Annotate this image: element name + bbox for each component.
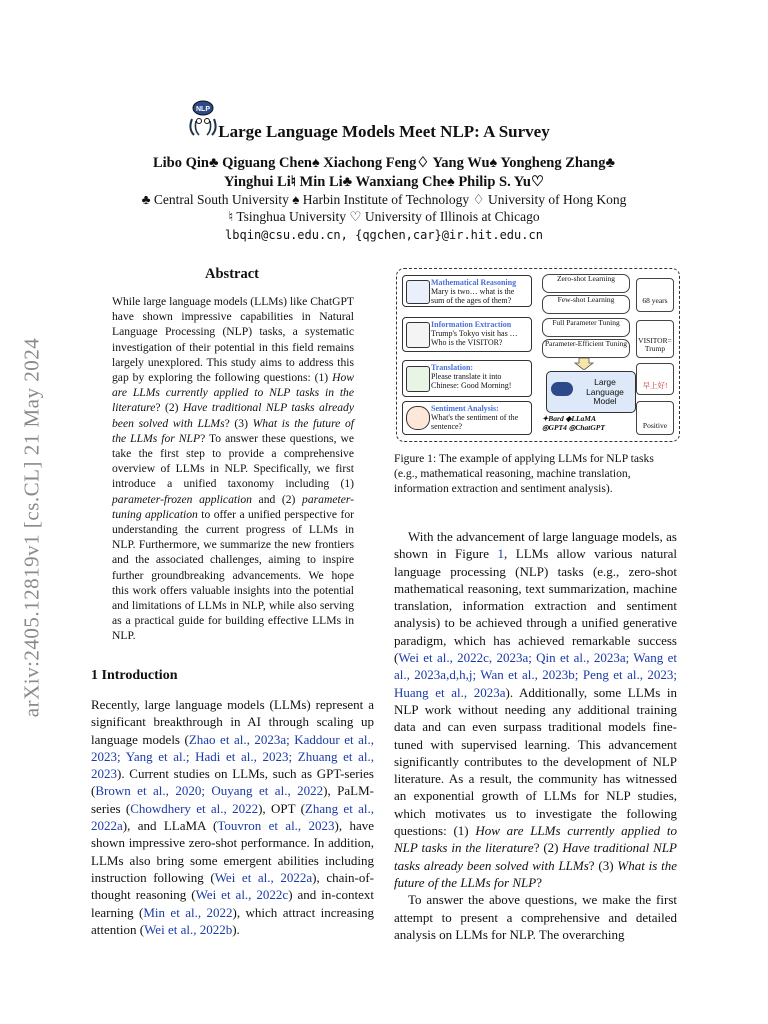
emoji-icon — [406, 406, 430, 430]
affiliations-line-2: ♮ Tsinghua University ♡ University of Illinois at Chicago — [228, 209, 540, 224]
section-heading-introduction: 1 Introduction — [91, 668, 178, 683]
citation-link[interactable]: Touvron et al., 2023 — [217, 818, 335, 834]
llama-icon: ◆ — [565, 414, 572, 423]
translate-icon — [406, 366, 430, 392]
task-prompt: Mary is two… what is the sum of the ages of them? — [431, 287, 515, 305]
author-emails: lbqin@csu.edu.cn, {qgchen,car}@ir.hit.edu.cn — [225, 228, 543, 242]
citation-link[interactable]: Zhao et al., 2023a; Kaddour et al., 2023; Yang et al.; Hadi et al., 2023; Zhuang et al., 2023 — [91, 731, 374, 782]
task-title: Mathematical Reasoning — [431, 278, 517, 287]
authors-line-1: Libo Qin♣ Qiguang Chen♠ Xiachong Feng♢ Yang Wu♠ Yongheng Zhang♣ — [152, 155, 616, 171]
bard-icon: ✦ — [542, 414, 549, 423]
gpt4-icon: ◎ — [542, 423, 549, 432]
task-box-sentiment — [402, 401, 532, 435]
task-prompt: Trump's Tokyo visit has … Who is the VISITOR? — [431, 329, 518, 347]
task-title: Information Extraction — [431, 320, 512, 329]
citation-link[interactable]: Wei et al., 2022c — [195, 887, 289, 903]
intro-paragraph-right: With the advancement of large language models, as shown in Figure 1, LLMs allow various natural language processing (NLP) tasks (e.g., zero-shot mathematical reasoning, text summarization, machine translation, information extraction and sentiment analysis) to be achieved through a unified generative paradigm, which has achieved remarkable success (Wei et al., 2022c, 2023a; Qin et al., 2023a; Wang et al., 2023a,d,h,j; Wan et al., 2023b; Peng et al., 2023; Huang et al., 2023a). Additionally, some LLMs in NLP work without needing any additional training data and can even surpass traditional models fine-tuned with supervised learning. This advancement significantly contributes to the development of NLP literature. As a result, the community has witnessed an exponential growth of LLMs for NLP studies, which motivates us to investigate the following questions: (1) How are LLMs currently applied to NLP tasks in the literature? (2) Have traditional NLP tasks already been solved with LLMs? (3) What is the future of the LLMs for NLP? To answer the above questions, we make the first attempt to present a comprehensive and detailed analysis on LLMs for NLP. The overarching — [394, 529, 677, 942]
chatgpt-icon: ◎ — [568, 423, 576, 432]
task-prompt: Please translate it into Chinese: Good Morning! — [431, 372, 512, 390]
citation-link[interactable]: Wei et al., 2022b — [144, 921, 233, 937]
arrow-down-icon — [574, 358, 594, 370]
intro-paragraph-left: Recently, large language models (LLMs) represent a significant breakthrough in AI through scaling up language models (Zhao et al., 2023a; Kaddour et al., 2023; Yang et al.; Hadi et al., 2023; Zhuang et al., 2023). Current studies on LLMs, such as GPT-series (Brown et al., 2020; Ouyang et al., 2022), PaLM-series (Chowdhery et al., 2022), OPT (Zhang et al., 2022a), and LLaMA (Touvron et al., 2023), have shown impressive zero-shot performance. In addition, LLMs also bring some emergent abilities including instruction following (Wei et al., 2022a), chain-of-thought reasoning (Wei et al., 2022c) and in-context learning (Min et al., 2022), which attract increasing attention (Wei et al., 2022b). — [91, 697, 375, 937]
affiliations-line-1: ♣ Central South University ♠ Harbin Institute of Technology ♢ University of Hong Kong — [141, 192, 627, 207]
document-icon — [406, 322, 430, 348]
llm-label: Large Language Model — [586, 377, 624, 406]
method-full-tuning: Full Parameter Tuning — [542, 318, 630, 337]
authors-line-2: Yinghui Li♮ Min Li♣ Wanxiang Che♠ Philip S. Yu♡ — [223, 174, 544, 190]
method-few-shot: Few-shot Learning — [542, 295, 630, 314]
figure-1 — [396, 268, 680, 443]
abstract-heading: Abstract — [205, 266, 259, 282]
abstract-body: While large language models (LLMs) like ChatGPT have shown impressive capabilities in Natural Language Processing (NLP) tasks, a systematic investigation of their potential in this field remains largely unexplored. This study aims to address this gap by exploring the following questions: (1) How are LLMs currently applied to NLP tasks in the literature? (2) Have traditional NLP tasks already been solved with LLMs? (3) What is the future of the LLMs for NLP? To answer these questions, we take the first step to provide a comprehensive overview of LLMs in NLP. Specifically, we first introduce a unified taxonomy including (1) parameter-frozen application and (2) parameter-tuning application to offer a unified perspective for understanding the current progress of LLMs in NLP. Furthermore, we summarize the new frontiers and the associated challenges, aiming to inspire further groundbreaking advancements. We hope this work offers valuable insights into the potential and limitations of LLMs in NLP, while also serving as a practical guide for building effective LLMs in NLP. — [112, 295, 354, 643]
arxiv-identifier: arXiv:2405.12819v1 [cs.CL] 21 May 2024 — [19, 337, 44, 718]
task-box-translation — [402, 360, 532, 397]
citation-link[interactable]: Wei et al., 2022a — [214, 869, 313, 885]
output-math: 68 years — [636, 278, 674, 312]
method-zero-shot: Zero-shot Learning — [542, 274, 630, 293]
paper-title: Large Language Models Meet NLP: A Survey — [218, 122, 550, 141]
logo-text: NLP — [196, 106, 210, 113]
math-icon — [406, 280, 430, 304]
citation-link[interactable]: Wei et al., 2022c, 2023a; Qin et al., 2023a; Wang et al., 2023a,d,h,j; Wan et al., 2023b; Peng et al., 2023; Huang et al., 2023a — [394, 650, 677, 700]
llm-box — [546, 371, 636, 413]
citation-link[interactable]: Min et al., 2022 — [143, 904, 233, 920]
figure-reference-link[interactable]: 1 — [497, 546, 504, 562]
output-sentiment: Positive — [636, 401, 674, 435]
task-box-ie — [402, 317, 532, 352]
citation-link[interactable]: Chowdhery et al., 2022 — [130, 800, 259, 816]
task-prompt: What's the sentiment of the sentence? — [431, 413, 519, 431]
citation-link[interactable]: Brown et al., 2020; Ouyang et al., 2022 — [95, 783, 324, 799]
citation-link[interactable]: Zhang et al., 2022a — [91, 800, 375, 834]
figure-1-caption: Figure 1: The example of applying LLMs for NLP tasks (e.g., mathematical reasoning, machine translation, information extraction and sentiment analysis). — [394, 452, 654, 496]
output-translation: 早上好! — [636, 363, 674, 395]
task-title: Sentiment Analysis: — [431, 404, 499, 413]
method-peft: Parameter-Efficient Tuning — [542, 339, 630, 358]
nlp-logo-icon — [551, 382, 573, 396]
task-title: Translation: — [431, 363, 474, 372]
task-box-math — [402, 275, 532, 307]
output-ie: VISITOR= Trump — [636, 320, 674, 358]
model-list: ✦Bard ◆LLaMA ◎GPT4 ◎ChatGPT — [542, 414, 605, 432]
